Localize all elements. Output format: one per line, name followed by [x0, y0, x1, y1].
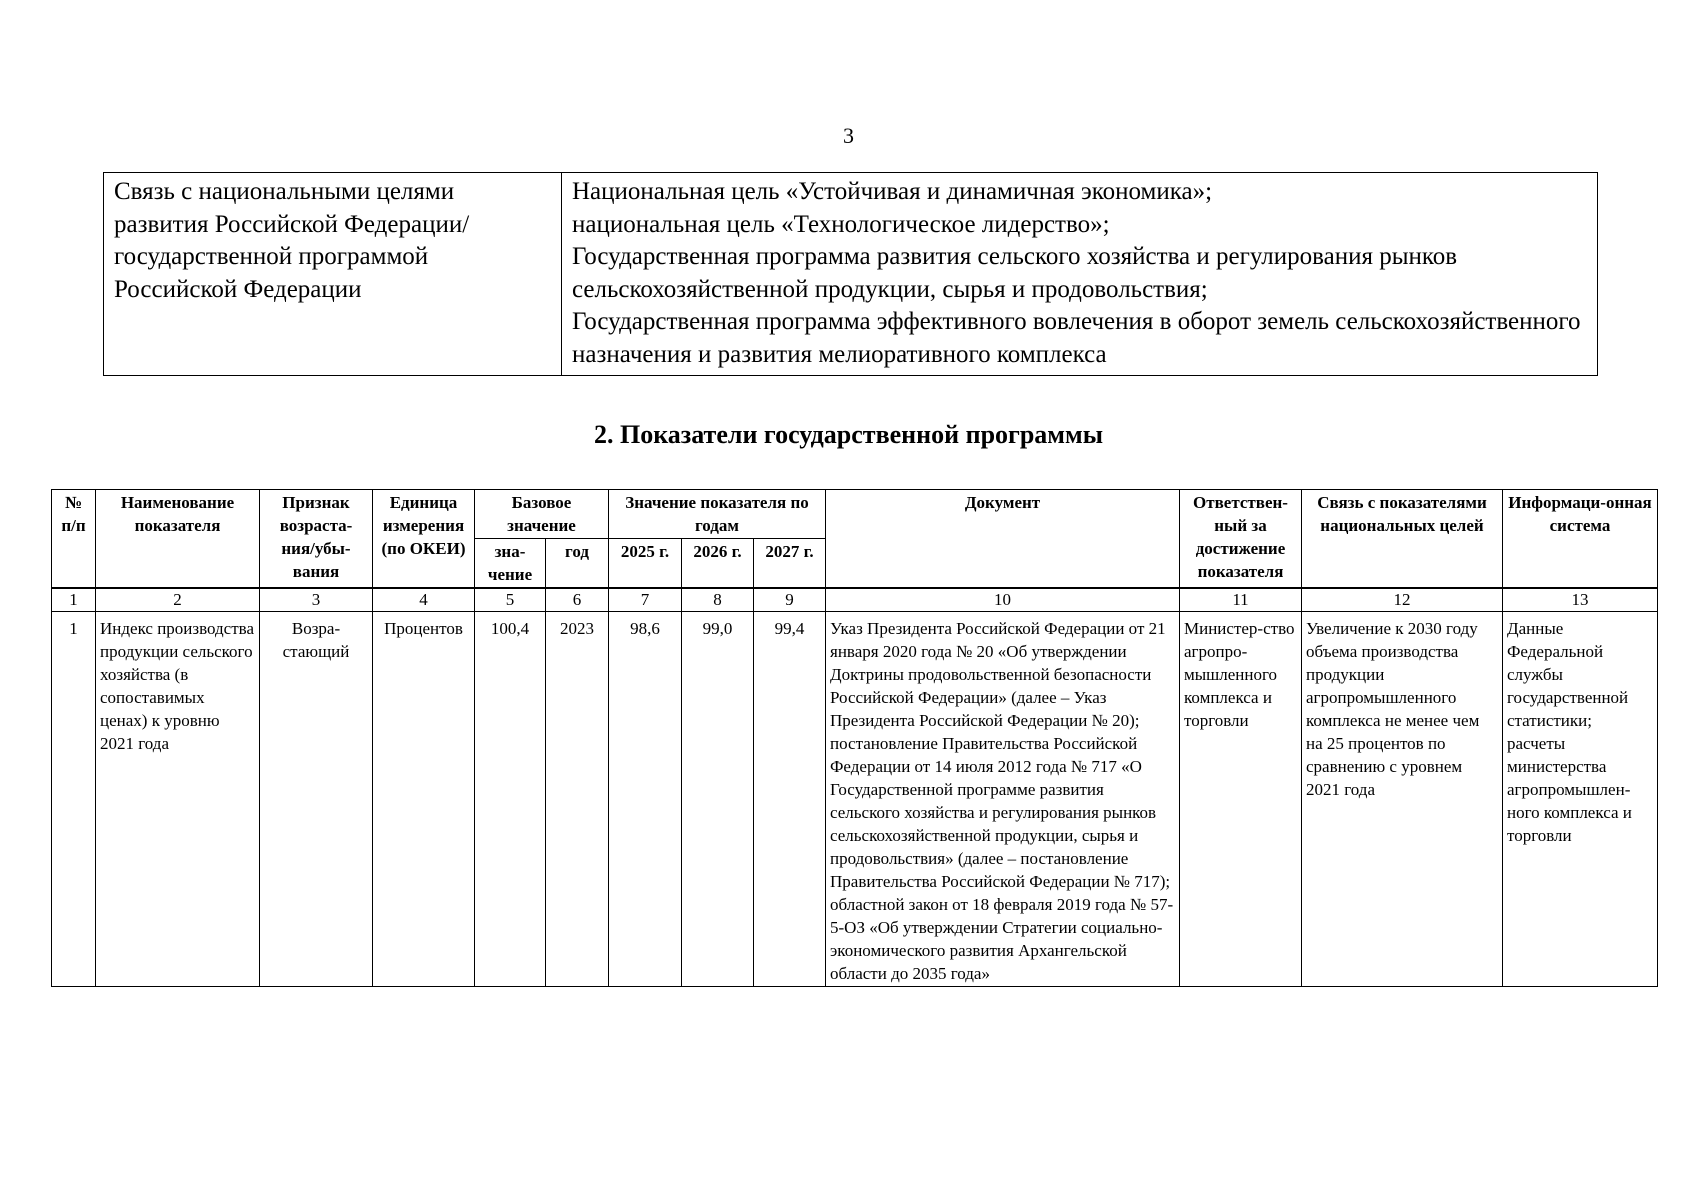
page-number: 3 [843, 123, 854, 148]
column-number: 8 [682, 588, 754, 612]
header-base-value: зна-чение [475, 539, 546, 589]
column-number: 12 [1302, 588, 1503, 612]
column-number: 11 [1180, 588, 1302, 612]
header-trend: Признак возраста-ния/убы-вания [260, 490, 373, 589]
column-number: 4 [373, 588, 475, 612]
national-goal-line: национальная цель «Технологическое лидерство»; [572, 210, 1110, 238]
cell-info-system: Данные Федеральной службы государственной статистики; расчеты министерства агропромышлен-ного комплекса и торговли [1503, 612, 1658, 987]
column-number: 5 [475, 588, 546, 612]
header-row [52, 490, 1658, 539]
cell-trend: Возра-стающий [260, 612, 373, 987]
header-document: Документ [826, 490, 1180, 589]
state-program-line: Государственная программа эффективного вовлечения в оборот земель сельскохозяйственного назначения и развития мелиоративного комплекса [572, 308, 1581, 368]
header-link: Связь с показателями национальных целей [1302, 490, 1503, 589]
column-number-row [52, 588, 1658, 612]
cell-document: Указ Президента Российской Федерации от 21 января 2020 года № 20 «Об утверждении Доктрины продовольственной безопасности Российской Федерации» (далее – Указ Президента Российской Федерации № 20); постановление Правительства Российской Федерации от 14 июля 2012 года № 717 «О Государственной программе развития сельского хозяйства и регулирования рынков сельскохозяйственной продукции, сырья и продовольствия» (далее – постановление Правительства Российской Федерации № 717); областной закон от 18 февраля 2019 года № 57-5-ОЗ «Об утверждении Стратегии социально-экономического развития Архангельской области до 2035 года» [826, 612, 1180, 987]
header-info-system: Информаци-онная система [1503, 490, 1658, 589]
state-program-line: Государственная программа развития сельского хозяйства и регулирования рынков сельскохозяйственной продукции, сырья и продовольствия; [572, 243, 1458, 303]
header-year-2025: 2025 г. [609, 539, 682, 589]
cell-year-2026: 99,0 [682, 612, 754, 987]
cell-link: Увеличение к 2030 году объема производства продукции агропромышленного комплекса не менее чем на 25 процентов по сравнению с уровнем 2021 года [1302, 612, 1503, 987]
column-number: 10 [826, 588, 1180, 612]
cell-num: 1 [52, 612, 96, 987]
cell-year-2027: 99,4 [754, 612, 826, 987]
cell-year-2025: 98,6 [609, 612, 682, 987]
header-base-year: год [546, 539, 609, 589]
column-number: 13 [1503, 588, 1658, 612]
national-goals-table [103, 172, 1598, 376]
header-year-2027: 2027 г. [754, 539, 826, 589]
national-goal-line: Национальная цель «Устойчивая и динамичная экономика»; [572, 178, 1213, 205]
cell-name: Индекс производства продукции сельского хозяйства (в сопоставимых ценах) к уровню 2021 года [96, 612, 260, 987]
cell-responsible: Министер-ство агропро-мышленного комплекса и торговли [1180, 612, 1302, 987]
section-title: 2. Показатели государственной программы [593, 420, 1104, 449]
header-num: № п/п [52, 490, 96, 589]
cell-base-value: 100,4 [475, 612, 546, 987]
header-unit: Единица измерения (по ОКЕИ) [373, 490, 475, 589]
header-responsible: Ответствен-ный за достижение показателя [1180, 490, 1302, 589]
national-goals-row [104, 173, 1598, 376]
national-goals-content [562, 173, 1598, 376]
cell-base-year: 2023 [546, 612, 609, 987]
header-year-2026: 2026 г. [682, 539, 754, 589]
header-by-years: Значение показателя по годам [609, 490, 826, 539]
table-row [52, 612, 1658, 987]
cell-unit: Процентов [373, 612, 475, 987]
national-goals-label: Связь с национальными целями развития Российской Федерации/ государственной программой Российской Федерации [104, 173, 562, 376]
column-number: 6 [546, 588, 609, 612]
column-number: 2 [96, 588, 260, 612]
header-base: Базовое значение [475, 490, 609, 539]
indicators-table [51, 489, 1658, 987]
column-number: 3 [260, 588, 373, 612]
column-number: 1 [52, 588, 96, 612]
column-number: 7 [609, 588, 682, 612]
header-name: Наименование показателя [96, 490, 260, 589]
column-number: 9 [754, 588, 826, 612]
